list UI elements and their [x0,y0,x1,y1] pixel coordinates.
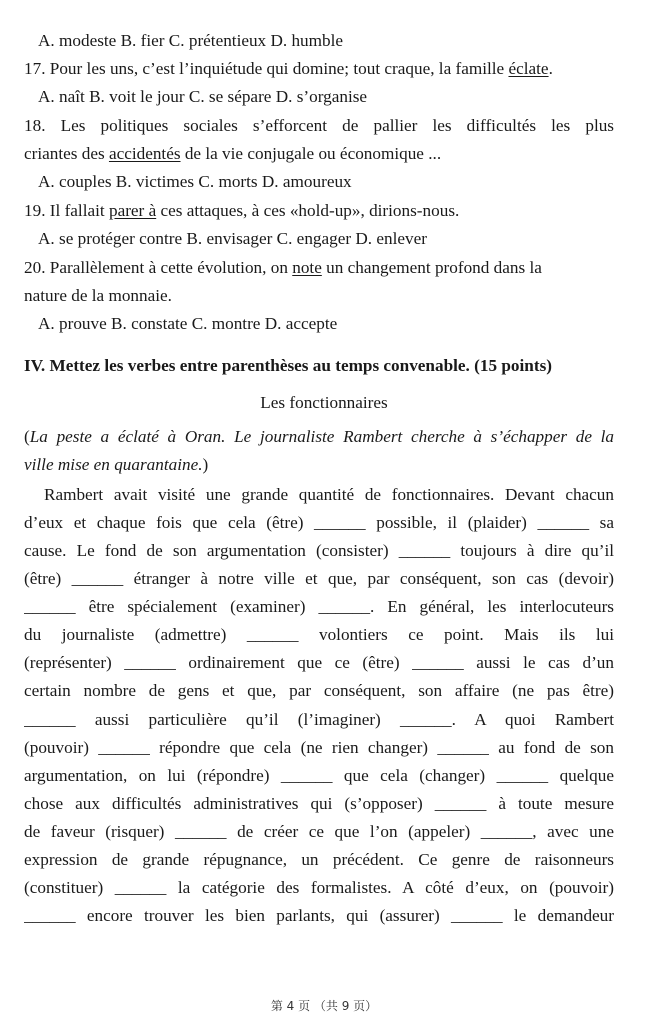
intro-close-paren: ) [202,455,209,474]
q18-line2-prefix: criantes des [24,144,109,163]
paragraph-line: argumentation, on lui (répondre) ______ que cela (changer) ______ quelque [24,766,614,785]
paragraph-line: certain nombre de gens et que, par conséquent, son affaire (ne pas être) [24,681,614,700]
q18-underlined-word: accidentés [108,144,181,163]
page-number-footer: 第 4 页 （共 9 页） [270,999,378,1013]
q20-suffix: un changement profond dans la [321,258,542,277]
paragraph-line: (être) ______ étranger à notre ville et que, par conséquent, son cas (devoir) [24,569,614,588]
section-heading: IV. Mettez les verbes entre parenthèses au temps convenable. (15 points) [24,356,552,375]
paragraph-line: Rambert avait visité une grande quantité de fonctionnaires. Devant chacun [44,485,614,504]
q20-line1 [24,258,614,278]
q17-options: A. naît B. voit le jour C. se sépare D. s’organise [38,87,368,106]
q18-line1: 18. Les politiques sociales s’efforcent de pallier les difficultés les plus [24,116,614,135]
paragraph-line: (constituer) ______ la catégorie des formalistes. A côté d’eux, on (pouvoir) [24,878,614,897]
intro-italic-line1: La peste a éclaté à Oran. Le journaliste Rambert cherche à s’échapper de la [29,427,614,446]
q17-prefix: 17. Pour les uns, c’est l’inquiétude qui domine; tout craque, la famille [24,59,509,78]
q19-stem [24,201,614,221]
passage-title: Les fonctionnaires [260,393,388,412]
q17-stem [24,59,614,79]
q20-options: A. prouve B. constate C. montre D. accepte [38,314,338,333]
paragraph-line: (représenter) ______ ordinairement que ce (être) ______ aussi le cas d’un [24,653,614,672]
paragraph-line: expression de grande répugnance, un précédent. Ce genre de raisonneurs [24,850,614,869]
q19-options: A. se protéger contre B. envisager C. engager D. enlever [38,229,427,248]
paragraph-line: d’eux et chaque fois que cela (être) ______ possible, il (plaider) ______ sa [24,513,614,532]
q19-suffix: ces attaques, à ces «hold-up», dirions-nous. [156,201,460,220]
passage-intro-line2 [24,455,614,475]
passage-intro-line1 [24,427,614,447]
q18-line2 [24,144,614,164]
paragraph-line: ______ aussi particulière qu’il (l’imaginer) ______. A quoi Rambert [24,710,614,729]
paragraph-line: de faveur (risquer) ______ de créer ce que l’on (appeler) ______, avec une [24,822,614,841]
paragraph-line: ______ encore trouver les bien parlants, qui (assurer) ______ le demandeur [24,906,614,925]
q17-suffix: . [548,59,553,78]
q16-options: A. modeste B. fier C. prétentieux D. humble [38,31,344,50]
q17-underlined-word: éclate [508,59,549,78]
paragraph-line: (pouvoir) ______ répondre que cela (ne rien changer) ______ au fond de son [24,738,614,757]
paragraph-line: chose aux difficultés administratives qui (s’opposer) ______ à toute mesure [24,794,614,813]
q20-underlined-word: note [292,258,322,277]
intro-italic-line2: ville mise en quarantaine. [24,455,203,474]
intro-open-paren: ( [24,427,30,446]
q20-prefix: 20. Parallèlement à cette évolution, on [24,258,293,277]
paragraph-line: du journaliste (admettre) ______ volontiers ce point. Mais ils lui [24,625,614,644]
paragraph-line: cause. Le fond de son argumentation (consister) ______ toujours à dire qu’il [24,541,614,560]
q18-options: A. couples B. victimes C. morts D. amoureux [38,172,352,191]
q20-line2: nature de la monnaie. [24,286,172,305]
q18-line2-suffix: de la vie conjugale ou économique ... [180,144,442,163]
paragraph-line: ______ être spécialement (examiner) ______. En général, les interlocuteurs [24,597,614,616]
q19-prefix: 19. Il fallait [24,201,109,220]
q19-underlined-word: parer à [108,201,157,220]
q20-line1-text [24,258,542,278]
